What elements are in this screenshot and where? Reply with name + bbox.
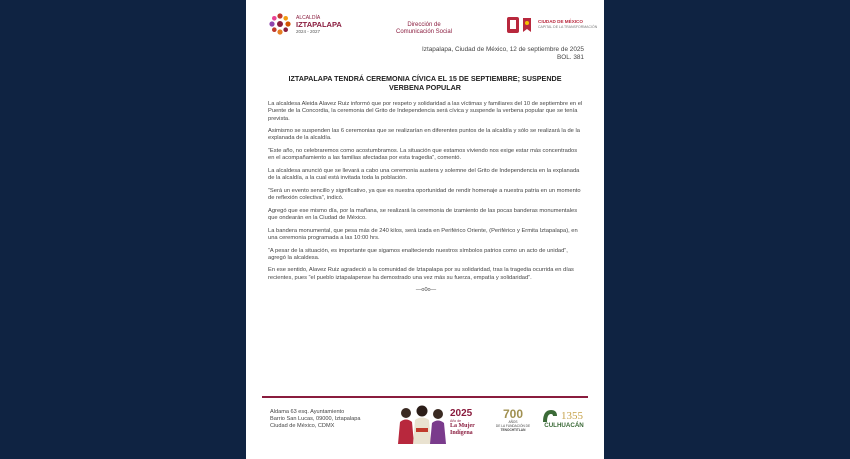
paragraph: “A pesar de la situación, es importante que sigamos enalteciendo nuestros símbolos patrios como un acto de unidad”, agregó la alcaldesa.: [268, 247, 568, 261]
alcaldia-name: IZTAPALAPA: [296, 20, 342, 29]
tenochtitlan-logo: [492, 408, 534, 432]
direccion-line2: Comunicación Social: [395, 29, 453, 35]
culhuacan-glyph-icon: [539, 406, 589, 422]
alcaldia-years: 2024 - 2027: [296, 29, 321, 34]
indigenous-women-illustration-icon: [396, 404, 448, 444]
tenochtitlan-number: 700: [502, 407, 524, 421]
press-release-page: [246, 0, 604, 459]
cdmx-name: CIUDAD DE MÉXICO: [538, 19, 583, 24]
address-line: Ciudad de México, CDMX: [270, 423, 335, 429]
direccion-line1: Dirección de: [407, 22, 441, 28]
paragraph: La bandera monumental, que pesa más de 240 kilos, será izada en Periférico Oriente, (Periférico y Ermita Iztapalapa), en una ceremonia programada a las 10:00 hrs.: [268, 227, 578, 241]
paragraph: “Este año, no celebraremos como acostumbramos. La situación que estamos viviendo nos exige estar más concentrados en el acompañamiento a las familias afectadas por esta tragedia”, comentó.: [268, 148, 578, 162]
mujer-indigena-logo: [450, 408, 486, 436]
end-separator: —o0o—: [415, 287, 437, 294]
paragraph: Asimismo se suspenden las 6 ceremonias que se realizarían en diferentes puntos de la alcaldía y sólo se realizará la de la explanada de la alcaldía.: [268, 128, 580, 142]
paragraph: “Será un evento sencillo y significativo, ya que es nuestra oportunidad de rendir homenaje a nuestra patria en un momento de reflexión colectiva”, indicó.: [268, 187, 581, 202]
dateline: [422, 46, 584, 61]
alcaldia-logo: [268, 12, 358, 40]
cdmx-crest-icon: [506, 16, 536, 34]
culhuacan-name: CULHUACÁN: [544, 422, 584, 429]
culhuacan-number: 1355: [561, 410, 583, 422]
footer-logos: [396, 402, 596, 444]
mujer-sub: Año de: [450, 419, 462, 423]
footer-divider: [262, 396, 588, 398]
cdmx-subtitle: CAPITAL DE LA TRANSFORMACIÓN: [538, 25, 598, 29]
address-line: Barrio San Lucas, 09000, Iztapalapa: [270, 416, 361, 422]
tenochtitlan-line3: TENOCHTITLAN: [500, 427, 526, 432]
culhuacan-logo: [536, 406, 592, 429]
headline: IZTAPALAPA TENDRÁ CEREMONIA CÍVICA EL 15 DE SEPTIEMBRE; SUSPENDE VERBENA POPULAR: [288, 74, 562, 92]
bulletin-number: BOL. 381: [556, 53, 584, 61]
place-date: Iztapalapa, Ciudad de México, 12 de septiembre de 2025: [421, 46, 584, 53]
paragraph: En ese sentido, Alavez Ruiz agradeció a la comunidad de Iztapalapa por su solidaridad, tras la tragedia ocurrida en días recientes, pues “el pueblo iztapalapense ha demostrado una vez más su fuerza, empatía y solidaridad”.: [268, 267, 574, 281]
mujer-line2: Indígena: [450, 429, 473, 436]
mujer-year: 2025: [450, 408, 473, 419]
flower-emblem-icon: [268, 12, 292, 36]
tenochtitlan-line1: AÑOS: [508, 420, 518, 424]
footer-address: [270, 409, 361, 430]
alcaldia-small-label: ALCALDÍA: [296, 15, 321, 21]
cdmx-logo: [506, 16, 598, 36]
tenochtitlan-line2: DE LA FUNDACIÓN DE: [495, 423, 531, 428]
direccion-label: [388, 22, 460, 36]
mujer-line1: La Mujer: [450, 423, 475, 429]
paragraph: La alcaldesa anunció que se llevará a cabo una ceremonia austera y solemne del Grito de Independencia en la explanada de la alcaldía, a la cual está invitada toda la población.: [268, 167, 580, 182]
paragraph: Agregó que ese mismo día, por la mañana, se realizará la ceremonia de izamiento de las pocas banderas monumentales que ondearán en la Ciudad de México.: [268, 207, 578, 222]
article-body: [268, 101, 584, 295]
address-line: Aldama 63 esq. Ayuntamiento: [270, 409, 345, 415]
paragraph: La alcaldesa Aleida Alavez Ruiz informó que por respeto y solidaridad a las víctimas y familiares del 10 de septiembre en el Puente de la Concordia, la ceremonia del Grito de Independencia será cívica y suspende la verbena popular que se tenía prevista.: [268, 101, 583, 122]
letterhead: [246, 10, 604, 40]
